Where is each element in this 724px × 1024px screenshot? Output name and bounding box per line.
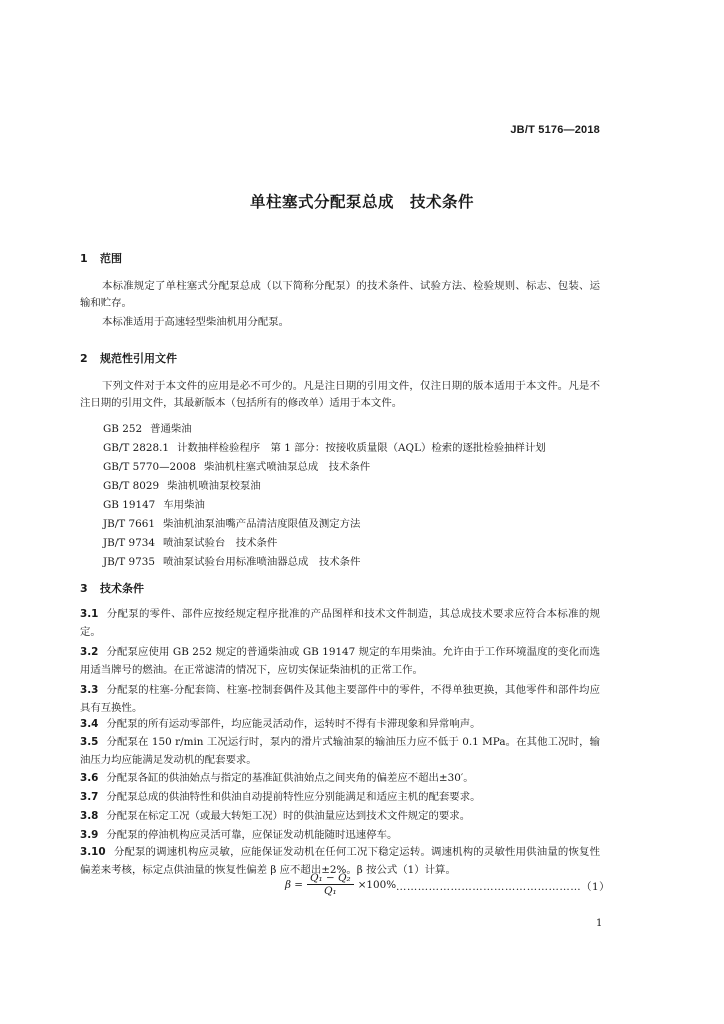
section-3-heading: 3 技术条件 — [80, 582, 144, 595]
reference-item: JB/T 9735 喷油泵试验台用标准喷油器总成 技术条件 — [103, 556, 361, 568]
clause-3-2: 3.2 分配泵应使用 GB 252 规定的普通柴油或 GB 19147 规定的车用柴油。允许由于工作环境温度的变化而选用适当牌号的燃油。在正常滤清的情况下，应切实保证柴油机的正常工作。 — [80, 646, 600, 676]
title-part-1: 单柱塞式分配泵总成 — [249, 193, 394, 211]
clause-3-6: 3.6 分配泵各缸的供油始点与指定的基准缸供油始点之间夹角的偏差应不超出±30′。 — [80, 772, 474, 784]
section-2-intro: 下列文件对于本文件的应用是必不可少的。凡是注日期的引用文件，仅注日期的版本适用于本文件。凡是不注日期的引用文件，其最新版本（包括所有的修改单）适用于本文件。 — [80, 380, 600, 409]
formula-lhs: β = — [285, 878, 304, 891]
title-part-2: 技术条件 — [410, 193, 475, 211]
clause-3-8: 3.8 分配泵在标定工况（或最大转矩工况）时的供油量应达到技术文件规定的要求。 — [80, 810, 471, 822]
reference-item: GB 252 普通柴油 — [103, 423, 192, 435]
clause-3-4: 3.4 分配泵的所有运动零部件，均应能灵活动作，运转时不得有卡滞现象和异常响声。 — [80, 718, 481, 730]
page-number: 1 — [596, 918, 603, 929]
formula-numerator: Q₁ − Q₂ — [307, 872, 354, 885]
section-1-paragraph-2: 本标准适用于高速轻型柴油机用分配泵。 — [102, 316, 290, 328]
formula-rhs: ×100% — [357, 878, 397, 891]
clause-3-10: 3.10 分配泵的调速机构应灵敏，应能保证发动机在任何工况下稳定运转。调速机构的灵敏性用供油量的恢复性偏差来考核，标定点供油量的恢复性偏差 β 应不超出±2%。β 按公式（1）计算。 — [80, 846, 600, 876]
reference-item: JB/T 9734 喷油泵试验台 技术条件 — [103, 537, 278, 549]
reference-item: GB/T 5770—2008 柴油机柱塞式喷油泵总成 技术条件 — [103, 461, 371, 473]
standard-code-header: JB/T 5176—2018 — [510, 124, 600, 136]
reference-item: GB/T 2828.1 计数抽样检验程序 第 1 部分：按接收质量限（AQL）检索的逐批检验抽样计划 — [103, 442, 546, 454]
formula-denominator: Q₁ — [324, 885, 337, 897]
clause-3-3: 3.3 分配泵的柱塞-分配套筒、柱塞-控制套偶件及其他主要部件中的零件，不得单独更换，其他零件和部件均应具有互换性。 — [80, 684, 600, 714]
formula-1 — [285, 872, 396, 897]
reference-item: GB/T 8029 柴油机喷油泵校泵油 — [103, 480, 261, 492]
formula-fraction — [307, 872, 354, 897]
section-1-heading: 1 范围 — [80, 252, 122, 265]
clause-3-9: 3.9 分配泵的停油机构应灵活可靠，应保证发动机能随时迅速停车。 — [80, 829, 398, 841]
document-title — [0, 190, 724, 212]
formula-number: ……………………………………………（1） — [396, 881, 611, 893]
reference-item: GB 19147 车用柴油 — [103, 499, 205, 511]
reference-item: JB/T 7661 柴油机油泵油嘴产品清洁度限值及测定方法 — [103, 518, 361, 530]
section-1-paragraph-1: 本标准规定了单柱塞式分配泵总成（以下简称分配泵）的技术条件、试验方法、检验规则、标志、包装、运输和贮存。 — [80, 280, 600, 309]
section-2-heading: 2 规范性引用文件 — [80, 352, 177, 365]
clause-3-7: 3.7 分配泵总成的供油特性和供油自动提前特性应分别能满足和适应主机的配套要求。 — [80, 791, 481, 803]
clause-3-5: 3.5 分配泵在 150 r/min 工况运行时，泵内的滑片式输油泵的输油压力应不低于 0.1 MPa。在其他工况时，输油压力均应能满足发动机的配套要求。 — [80, 736, 600, 766]
clause-3-1: 3.1 分配泵的零件、部件应按经规定程序批准的产品图样和技术文件制造，其总成技术要求应符合本标准的规定。 — [80, 608, 600, 638]
